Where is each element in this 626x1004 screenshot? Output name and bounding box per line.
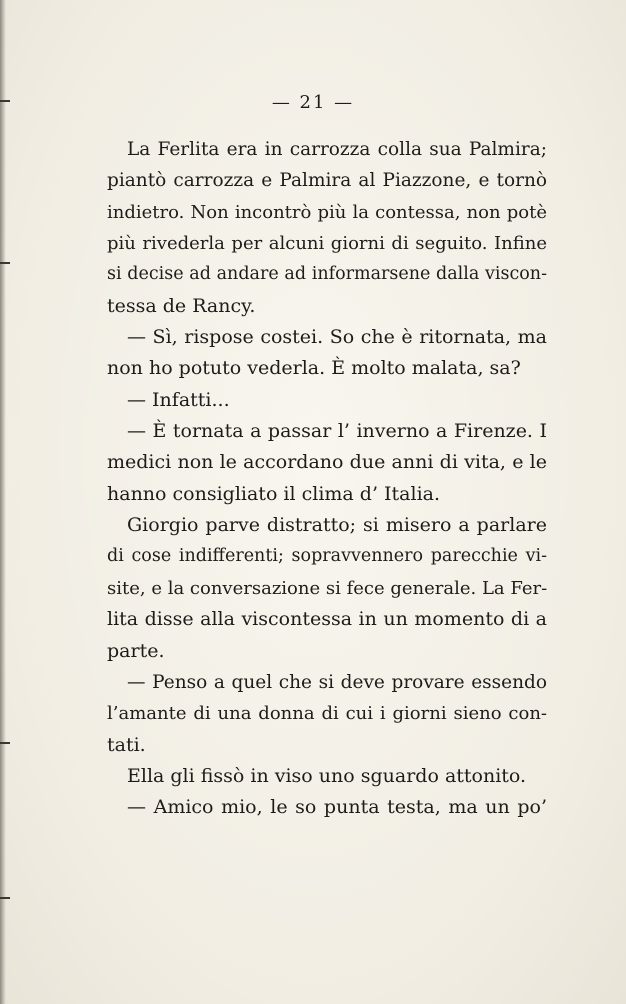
edge-mark bbox=[0, 262, 10, 264]
text-line: si decise ad andare ad informarsene dalla viscon- bbox=[107, 264, 547, 285]
edge-mark bbox=[0, 897, 10, 899]
text-line: l’amante di una donna di cui i giorni sieno con- bbox=[107, 703, 547, 725]
text-line: più rivederla per alcuni giorni di seguito. Infine bbox=[107, 233, 547, 255]
edge-mark bbox=[0, 742, 10, 744]
page-edge-shadow bbox=[0, 0, 6, 1004]
text-line: La Ferlita era in carrozza colla sua Palmira; bbox=[127, 139, 547, 160]
text-line: medici non le accordano due anni di vita, e le bbox=[107, 451, 547, 474]
text-line: piantò carrozza e Palmira al Piazzone, e tornò bbox=[107, 170, 547, 192]
text-line: site, e la conversazione si fece generale. La Fer- bbox=[107, 577, 547, 599]
text-line: parte. bbox=[107, 639, 165, 662]
text-line: tati. bbox=[107, 733, 146, 756]
text-line: — Infatti... bbox=[127, 388, 230, 411]
text-line: Ella gli fissò in viso uno sguardo attonito. bbox=[127, 764, 527, 787]
text-line: di cose indifferenti; sopravvennero parecchie vi- bbox=[107, 546, 547, 567]
text-line: — È tornata a passar l’ inverno a Firenze. I bbox=[127, 420, 547, 443]
text-line: — Sì, rispose costei. So che è ritornata, ma bbox=[127, 326, 547, 349]
text-line: non ho potuto vederla. È molto malata, sa? bbox=[107, 357, 521, 380]
text-line: tessa de Rancy. bbox=[107, 294, 256, 317]
body-text bbox=[107, 134, 547, 824]
text-line: hanno consigliato il clima d’ Italia. bbox=[107, 482, 441, 505]
text-line: indietro. Non incontrò più la contessa, non potè bbox=[107, 201, 547, 223]
text-line: — Amico mio, le so punta testa, ma un po’ bbox=[127, 796, 547, 819]
text-line: Giorgio parve distratto; si misero a parlare bbox=[127, 514, 547, 537]
text-line: lita disse alla viscontessa in un momento di a bbox=[107, 608, 547, 631]
page-number: — 21 — bbox=[271, 92, 355, 113]
text-line: — Penso a quel che si deve provare essendo bbox=[127, 671, 547, 693]
